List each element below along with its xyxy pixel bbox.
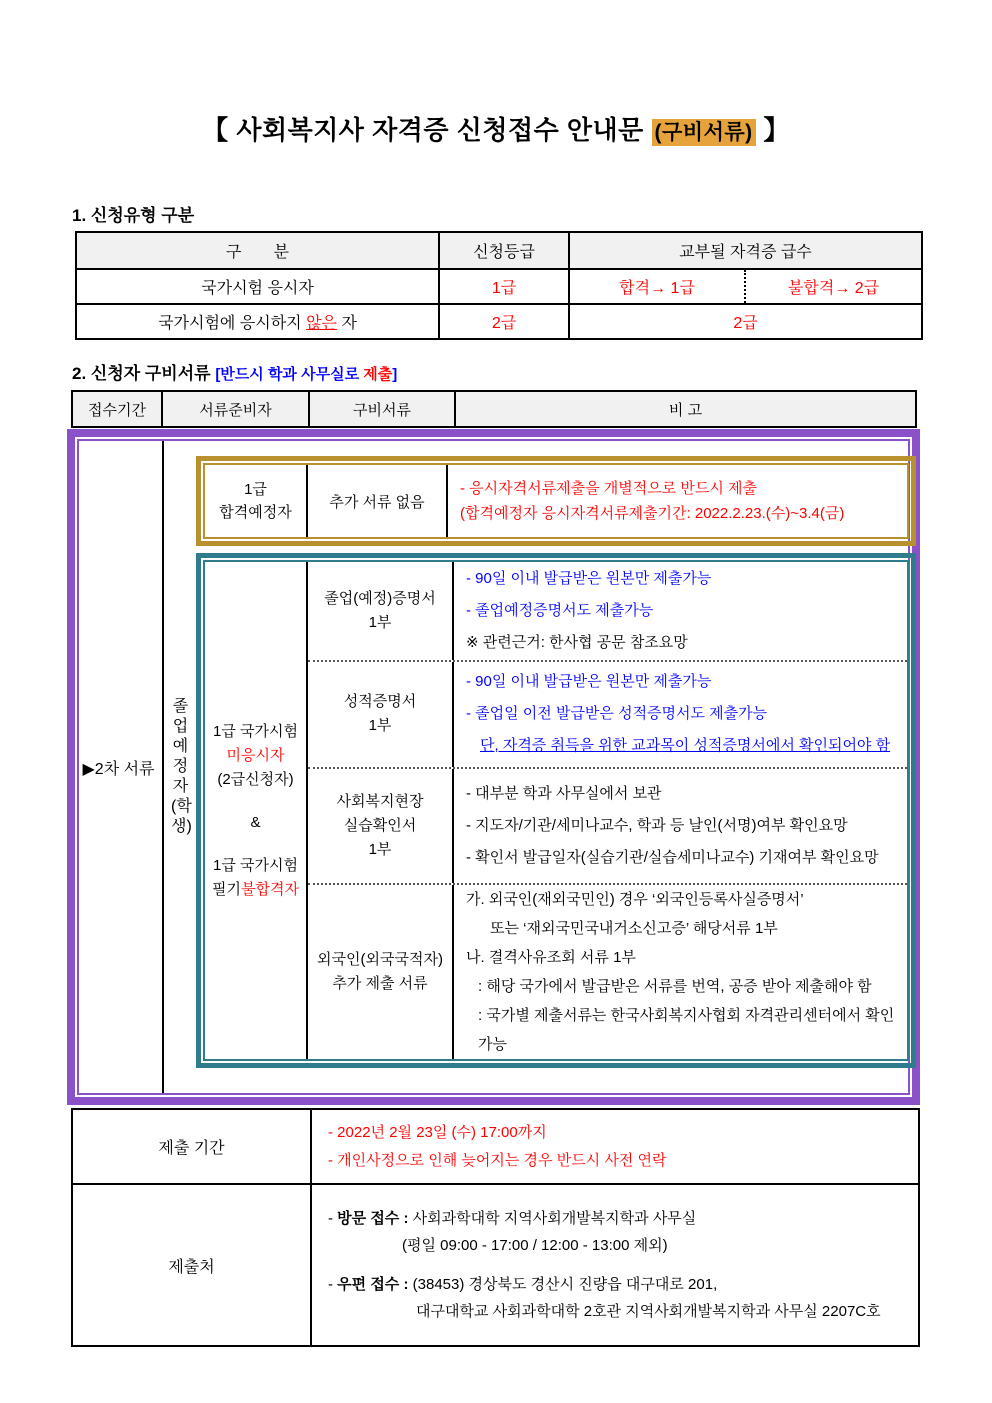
mail-label: 우편 접수 :: [337, 1276, 409, 1293]
note-line: 나. 결격사유조회 서류 1부: [466, 949, 636, 966]
spacer: [328, 1259, 918, 1271]
document-name-line: 1부: [368, 613, 392, 631]
gold-note-line: - 응시자격서류제출을 개별적으로 반드시 제출: [460, 480, 757, 497]
mail-line: [328, 1271, 918, 1298]
category-text: 국가시험에 응시하지: [158, 315, 307, 332]
mail-text: (38453) 경상북도 경산시 진량읍 대구대로 201,: [408, 1276, 718, 1293]
category-text: 자: [337, 315, 357, 332]
graduate-documents-box: [196, 553, 916, 1068]
round2-label: ▶2차 서류: [82, 760, 155, 778]
title-text: 사회복지사 자격증 신청접수 안내문: [236, 115, 644, 145]
document-name-cell: [308, 662, 454, 767]
title-bracket-open: 【: [202, 115, 229, 145]
submission-period-row: [73, 1110, 918, 1185]
table1-cell-fail: 불합격→ 2급: [744, 270, 921, 303]
visit-text: 사회과학대학 지역사회개발복지학과 사무실: [408, 1210, 697, 1227]
heading-note-blue: [반드시 학과 사무실로: [215, 366, 364, 383]
table1-cell-issued: [570, 270, 921, 303]
document-name-line: 추가 제출 서류: [332, 975, 428, 992]
table1-header-grade: 신청등급: [440, 233, 570, 268]
submission-place-row: [73, 1185, 918, 1345]
table1-cell-grade: 2급: [440, 305, 570, 338]
gold-note-line: (합격예정자 응시자격서류제출기간: 2022.2.23.(수)~3.4(금): [460, 505, 845, 522]
document-row-transcript: [308, 662, 907, 769]
visit-line: [328, 1205, 918, 1232]
submission-period-label: 제출 기간: [73, 1110, 312, 1183]
submission-place-content: [312, 1185, 918, 1345]
preparer-line: 1급 국가시험: [213, 856, 298, 874]
title-highlight: (구비서류): [652, 119, 756, 146]
document-note-cell: [454, 885, 907, 1059]
document-note-cell: [454, 769, 907, 883]
documents-table-header: [71, 390, 917, 428]
visit-hours: (평일 09:00 - 17:00 / 12:00 - 13:00 제외): [402, 1237, 668, 1254]
document-row-field-practice: [308, 769, 907, 885]
section1-heading: 1. 신청유형 구분: [72, 206, 195, 225]
document-name-line: 실습확인서: [343, 816, 417, 834]
gold-note-cell: [448, 465, 907, 537]
mail-address: 대구대학교 사회과학대학 2호관 지역사회개발복지학과 사무실 2207C호: [416, 1303, 881, 1320]
table1-cell-category: [77, 305, 440, 338]
document-name-line: 성적증명서: [343, 693, 417, 711]
period-line: - 개인사정으로 인해 늦어지는 경우 반드시 사전 연락: [328, 1151, 667, 1169]
table1-header-category: 구 분: [77, 233, 440, 268]
note-line: - 지도자/기관/세미나교수, 학과 등 날인(서명)여부 확인요망: [466, 816, 848, 834]
submission-period-content: [312, 1110, 918, 1183]
heading-note-red: 제출: [363, 366, 393, 383]
table1-header-issued: 교부될 자격증 급수: [679, 244, 812, 261]
document-name-line: 1부: [368, 717, 392, 735]
note-line: - 확인서 발급일자(실습기관/실습세미나교수) 기재여부 확인요망: [466, 848, 879, 866]
table1-cell-pass: 합격→ 1급: [619, 280, 695, 297]
document-name-line: 졸업(예정)증명서: [324, 589, 436, 607]
table1-header-row: [77, 233, 921, 268]
preparer-line: 1급 국가시험: [213, 722, 298, 740]
gold-preparer-line: 합격예정자: [219, 504, 292, 521]
page-title: [0, 110, 992, 147]
header-period: 접수기간: [73, 392, 163, 426]
table1-row-non-examinee: [77, 303, 921, 338]
document-name-line: 1부: [368, 840, 392, 858]
preparer-line: (2급신청자): [217, 770, 294, 788]
table1-row-examinee: [77, 268, 921, 303]
note-line: 가. 외국인(재외국민인) 경우 ‘외국인등록사실증명서’: [466, 891, 804, 908]
document-name-line: 사회복지현장: [336, 792, 424, 810]
preparer-ampersand: &: [250, 813, 261, 831]
note-line: ※ 관련근거: 한사협 공문 참조요망: [466, 633, 688, 651]
preparer-vertical-label: [164, 437, 197, 1097]
dash: -: [328, 1210, 338, 1227]
expected-pass-inner: [203, 463, 909, 539]
document-row-foreigner: [308, 885, 907, 1059]
document-name-cell: [308, 885, 454, 1059]
document-note-cell: [454, 662, 907, 767]
note-line: - 졸업일 이전 발급받은 성적증명서도 제출가능: [466, 705, 768, 723]
header-preparer: 서류준비자: [163, 392, 310, 426]
gold-preparer-cell: [205, 465, 308, 537]
document-name-cell: [308, 769, 454, 883]
document-row-graduation-cert: [308, 562, 907, 662]
preparer-line-mixed: [212, 878, 299, 902]
heading-note-blue: ]: [392, 366, 398, 383]
expected-pass-box: [196, 456, 916, 546]
note-line: - 90일 이내 발급받은 원본만 제출가능: [466, 569, 712, 587]
section2-heading: [72, 359, 397, 384]
submission-info-table: [71, 1108, 920, 1347]
preparer-text: 필기: [212, 880, 241, 898]
note-line: - 90일 이내 발급받은 원본만 제출가능: [466, 673, 712, 691]
document-note-cell: [454, 562, 907, 660]
vertical-text: 졸업예정자(학생): [171, 698, 192, 835]
category-emphasis: 않은: [306, 315, 337, 332]
document-name-cell: [308, 562, 454, 660]
section2-heading-text: 2. 신청자 구비서류: [72, 364, 211, 383]
teal-preparer-cell: [205, 562, 308, 1059]
note-line: 또는 ‘재외국민국내거소신고증’ 해당서류 1부: [490, 920, 778, 937]
table1-cell-grade: 1급: [440, 270, 570, 303]
graduate-documents-inner: [203, 560, 909, 1061]
submission-place-label: 제출처: [73, 1185, 312, 1345]
document-name-line: 외국인(외국국적자): [317, 951, 443, 968]
gold-preparer-line: 1급: [244, 481, 267, 498]
visit-label: 방문 접수 :: [337, 1210, 409, 1227]
title-bracket-close: 】: [763, 115, 790, 145]
note-line: - 졸업예정증명서도 제출가능: [466, 601, 654, 619]
teal-rows: [308, 562, 907, 1059]
table1-cell-issued: 2급: [733, 315, 758, 332]
application-type-table: [75, 231, 923, 340]
note-line: : 국가별 제출서류는 한국사회복지사협회 자격관리센터에서 확인가능: [478, 1007, 895, 1053]
dash: -: [328, 1276, 338, 1293]
note-line: : 해당 국가에서 발급받은 서류를 번역, 공증 받아 제출해야 함: [478, 978, 872, 995]
note-line: - 대부분 학과 사무실에서 보관: [466, 784, 662, 802]
preparer-text-red: 불합격자: [241, 880, 299, 898]
note-line: 단, 자격증 취득을 위한 교과목이 성적증명서에서 확인되어야 함: [480, 737, 891, 755]
header-documents: 구비서류: [310, 392, 456, 426]
gold-documents-cell: 추가 서류 없음: [308, 465, 448, 537]
header-note: 비 고: [668, 401, 703, 419]
round2-documents-block: [67, 429, 920, 1105]
preparer-line-red: 미응시자: [226, 746, 285, 764]
table1-cell-category: 국가시험 응시자: [77, 270, 440, 303]
period-line: - 2022년 2월 23일 (수) 17:00까지: [328, 1123, 547, 1141]
